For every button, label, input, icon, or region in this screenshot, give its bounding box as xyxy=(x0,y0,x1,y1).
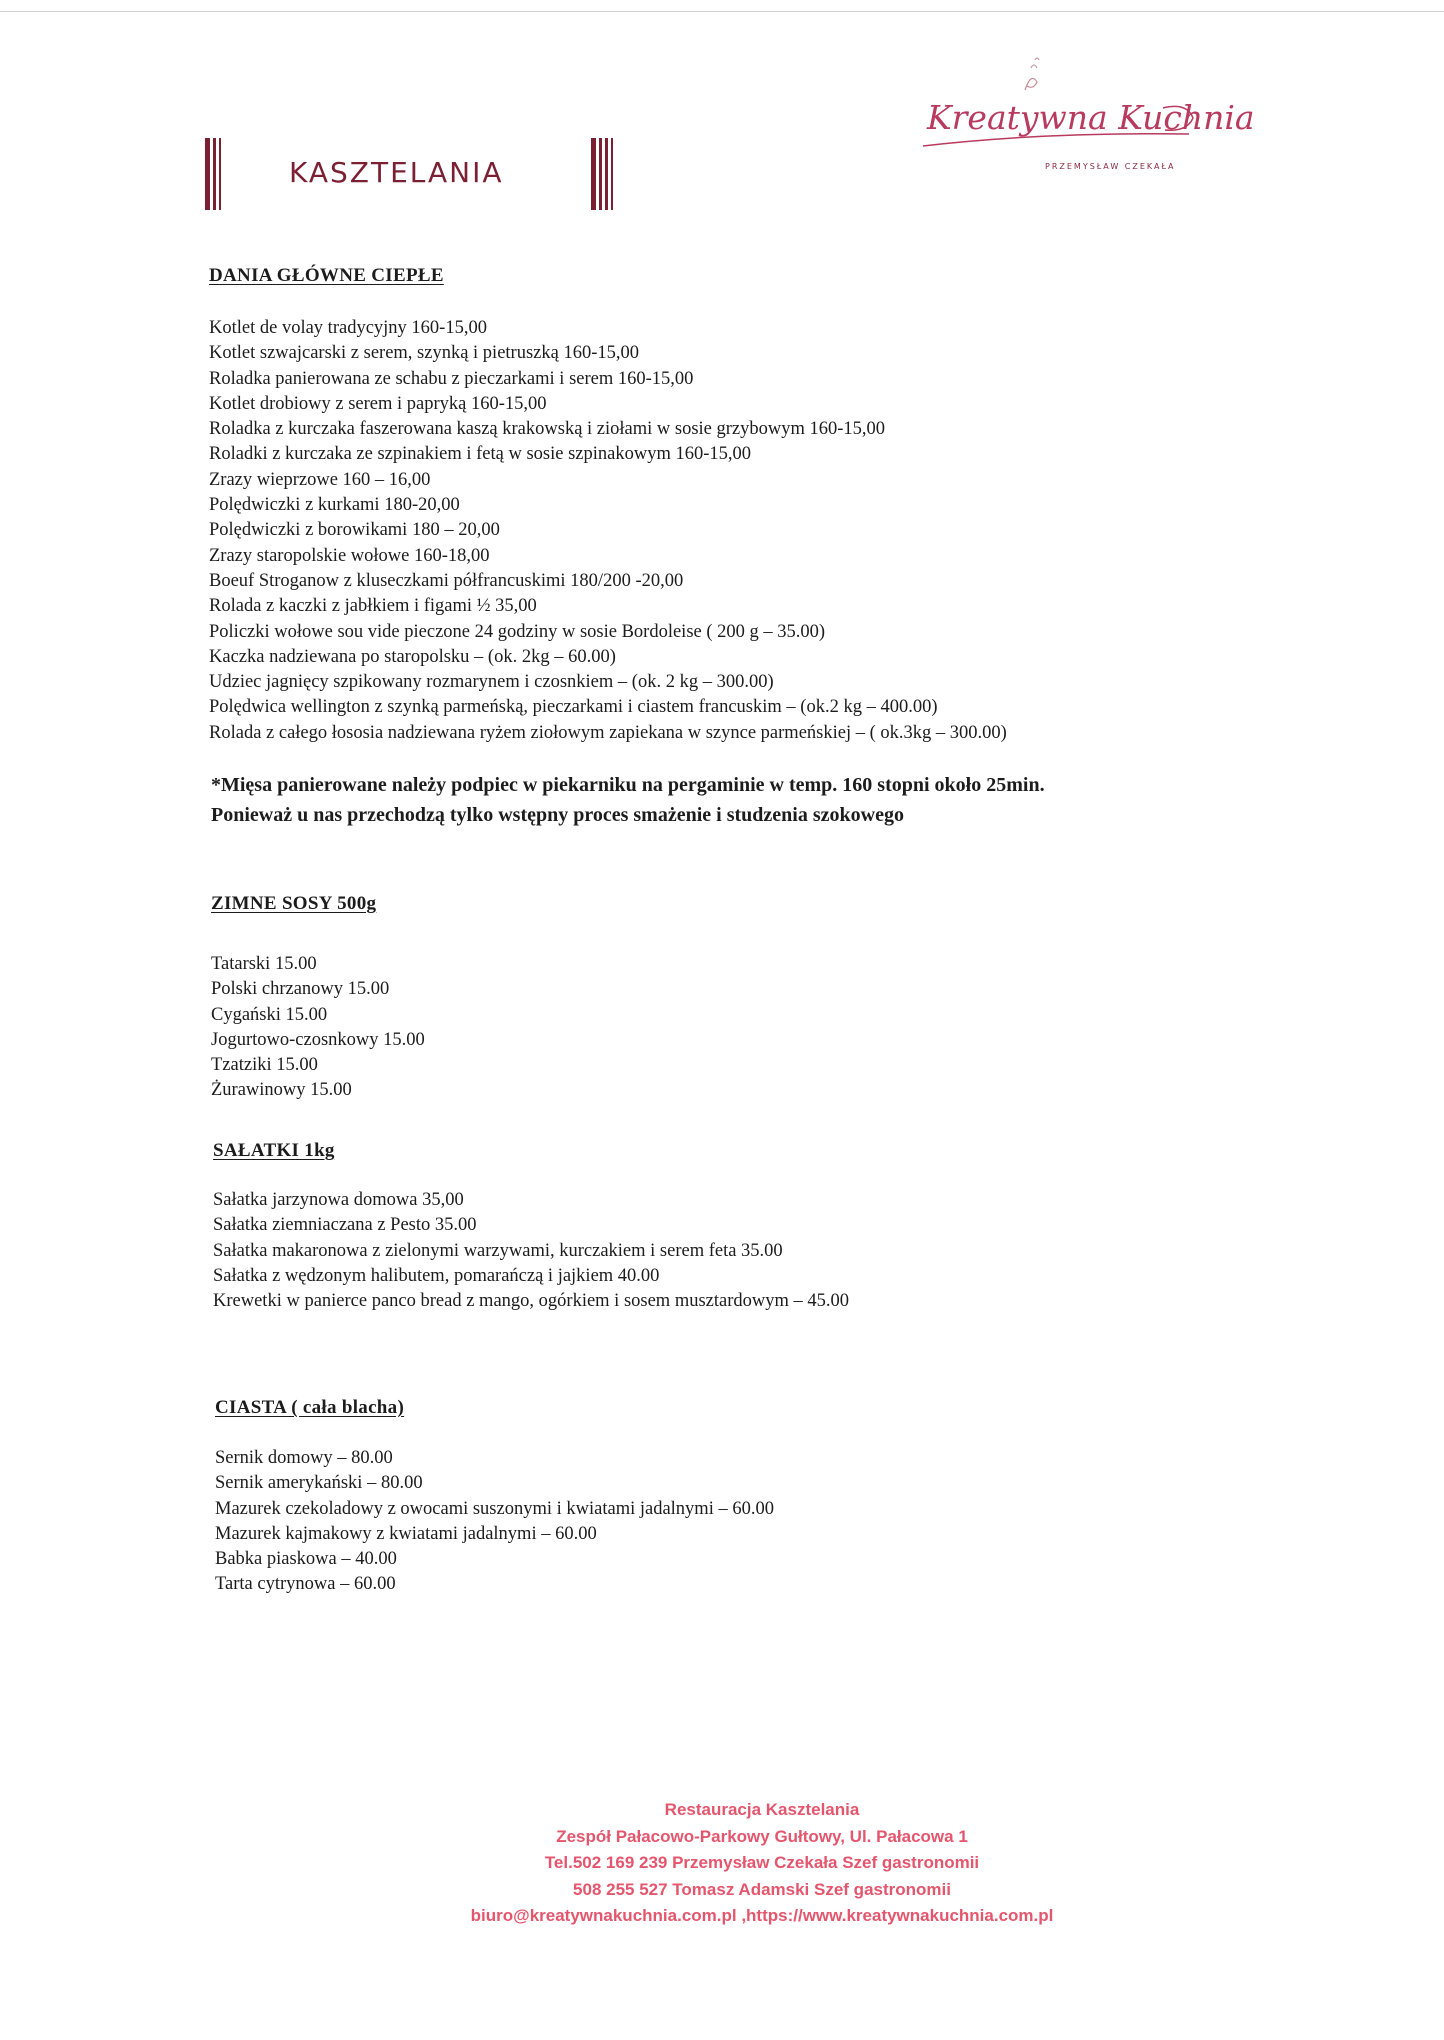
list-item: Zrazy staropolskie wołowe 160-18,00 xyxy=(209,545,490,566)
logo-bars-left xyxy=(205,138,221,210)
list-item: Rolada z całego łososia nadziewana ryżem ziołowym zapiekana w szynce parmeńskiej – ( ok.3kg – 300.00) xyxy=(209,722,1007,743)
list-item: Kotlet szwajcarski z serem, szynką i pietruszką 160-15,00 xyxy=(209,343,639,364)
list-item: Żurawinowy 15.00 xyxy=(211,1080,352,1101)
footer-restaurant-name: Restauracja Kasztelania xyxy=(664,1800,860,1819)
kk-logo-subtitle: PRZEMYSŁAW CZEKAŁA xyxy=(1045,162,1176,171)
list-item: Rolada z kaczki z jabłkiem i figami ½ 35,00 xyxy=(209,596,537,617)
list-item: Boeuf Stroganow z kluseczkami półfrancuskimi 180/200 -20,00 xyxy=(209,570,684,591)
list-item: Sałatka z wędzonym halibutem, pomarańczą i jajkiem 40.00 xyxy=(213,1265,660,1286)
section-title-salatki: SAŁATKI 1kg xyxy=(213,1140,335,1161)
list-item: Polędwiczki z borowikami 180 – 20,00 xyxy=(209,520,500,541)
logo-text: KASZTELANIA xyxy=(289,156,504,189)
list-item: Cygański 15.00 xyxy=(211,1004,328,1025)
logo-bars-right xyxy=(591,138,613,210)
footer-phone-1: Tel.502 169 239 Przemysław Czekała Szef gastronomii xyxy=(544,1853,980,1872)
scan-top-rule xyxy=(0,11,1444,12)
list-item: Sernik amerykański – 80.00 xyxy=(215,1473,423,1494)
footer-email-website: biuro@kreatywnakuchnia.com.pl ,https://www.kreatywnakuchnia.com.pl xyxy=(470,1906,1054,1925)
sosy-list xyxy=(211,952,425,1104)
list-item: Babka piaskowa – 40.00 xyxy=(215,1549,397,1570)
list-item: Sałatka jarzynowa domowa 35,00 xyxy=(213,1190,464,1210)
list-item: Sernik domowy – 80.00 xyxy=(215,1448,393,1468)
list-item: Tarta cytrynowa – 60.00 xyxy=(215,1574,396,1595)
list-item: Sałatka ziemniaczana z Pesto 35.00 xyxy=(213,1215,477,1236)
note-line: *Mięsa panierowane należy podpiec w piekarniku na pergaminie w temp. 160 stopni około 25min. xyxy=(211,774,1045,796)
preparation-note xyxy=(211,770,1045,830)
list-item: Krewetki w panierce panco bread z mango, ogórkiem i sosem musztardowym – 45.00 xyxy=(213,1291,850,1312)
dania-list xyxy=(209,316,1007,746)
list-item: Roladki z kurczaka ze szpinakiem i fetą w sosie szpinakowym 160-15,00 xyxy=(209,444,751,465)
section-title-sosy: ZIMNE SOSY 500g xyxy=(211,893,377,914)
list-item: Kotlet de volay tradycyjny 160-15,00 xyxy=(209,318,487,338)
list-item: Roladka panierowana ze schabu z pieczarkami i serem 160-15,00 xyxy=(209,368,694,389)
kasztelania-logo xyxy=(205,138,625,214)
list-item: Tzatziki 15.00 xyxy=(211,1055,318,1076)
section-title-ciasta: CIASTA ( cała blacha) xyxy=(215,1397,405,1418)
ciasta-list xyxy=(215,1446,774,1598)
list-item: Sałatka makaronowa z zielonymi warzywami, kurczakiem i serem feta 35.00 xyxy=(213,1240,783,1261)
footer-phone-2: 508 255 527 Tomasz Adamski Szef gastronomii xyxy=(573,1879,951,1899)
salatki-list xyxy=(213,1188,849,1314)
list-item: Policzki wołowe sou vide pieczone 24 godziny w sosie Bordoleise ( 200 g – 35.00) xyxy=(209,621,826,642)
list-item: Polędwiczki z kurkami 180-20,00 xyxy=(209,495,460,516)
list-item: Kotlet drobiowy z serem i papryką 160-15,00 xyxy=(209,393,547,414)
list-item: Zrazy wieprzowe 160 – 16,00 xyxy=(209,469,431,490)
list-item: Tatarski 15.00 xyxy=(211,954,317,974)
list-item: Polędwica wellington z szynką parmeńską, pieczarkami i ciastem francuskim – (ok.2 kg – 400.00) xyxy=(209,697,938,718)
section-title-dania: DANIA GŁÓWNE CIEPŁE xyxy=(209,265,444,286)
contact-footer xyxy=(382,1797,1142,1930)
kreatywna-kuchnia-logo xyxy=(915,50,1255,180)
kk-logo-name: Kreatywna Kuchnia xyxy=(927,98,1255,137)
list-item: Roladka z kurczaka faszerowana kaszą krakowską i ziołami w sosie grzybowym 160-15,00 xyxy=(209,419,886,440)
list-item: Jogurtowo-czosnkowy 15.00 xyxy=(211,1029,425,1050)
note-line: Ponieważ u nas przechodzą tylko wstępny proces smażenie i studzenia szokowego xyxy=(211,804,904,826)
list-item: Mazurek czekoladowy z owocami suszonymi i kwiatami jadalnymi – 60.00 xyxy=(215,1498,774,1519)
footer-address: Zespół Pałacowo-Parkowy Gułtowy, Ul. Pałacowa 1 xyxy=(556,1826,968,1846)
list-item: Kaczka nadziewana po staropolsku – (ok. 2kg – 60.00) xyxy=(209,646,616,667)
list-item: Mazurek kajmakowy z kwiatami jadalnymi – 60.00 xyxy=(215,1523,597,1544)
list-item: Udziec jagnięcy szpikowany rozmarynem i czosnkiem – (ok. 2 kg – 300.00) xyxy=(209,672,774,693)
list-item: Polski chrzanowy 15.00 xyxy=(211,979,390,1000)
